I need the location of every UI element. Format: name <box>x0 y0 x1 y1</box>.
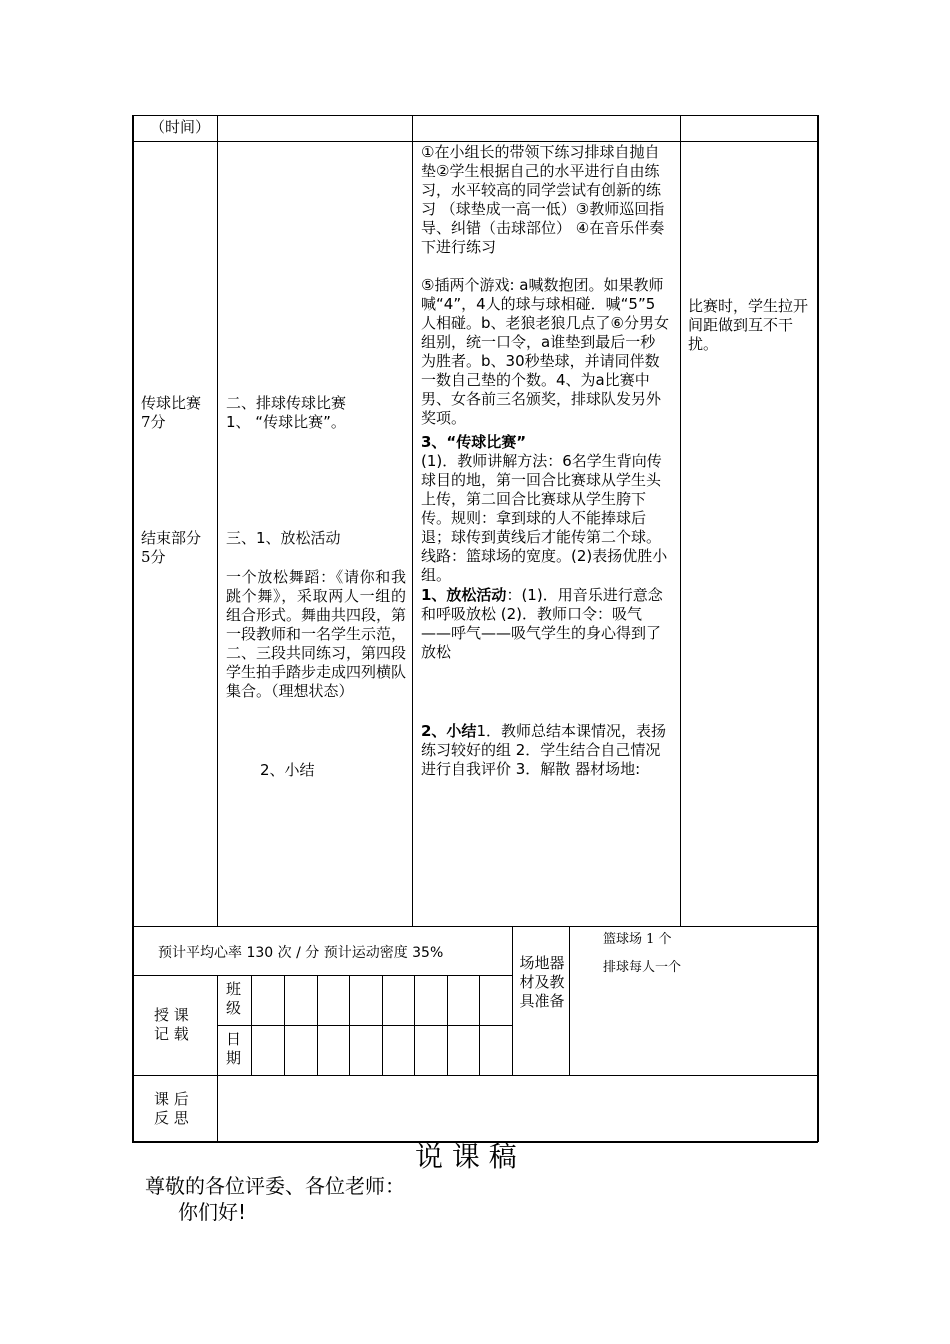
record-grid-line <box>251 975 252 1075</box>
table-left-border <box>132 115 134 1142</box>
record-grid-line <box>414 975 415 1075</box>
greeting: 尊敬的各位评委、各位老师： <box>145 1174 405 1198</box>
col3-divider <box>680 115 681 926</box>
competition-note: 比赛时，学生拉开间距做到互不干扰。 <box>688 297 809 353</box>
header-row-divider <box>132 141 818 142</box>
summary-label: 2、小结 <box>421 722 477 740</box>
games-description: ⑤插两个游戏: a喊数抱团。如果教师喊“4”，4人的球与球相碰．喊“5”5人相碰。b、老狼老狼几点了⑥分男女组别，统一口令，a谁垫到最后一秒为胜者。b、30秒垫球，并请同伴数一数自己垫的个数。4、为a比赛中男、女各前三名颁奖，排球队发另外奖项。 <box>421 276 669 427</box>
summary-text: 1．教师总结本课情况，表扬练习较好的组 2．学生结合自己情况进行自我评价 3．解散 器材场地: <box>421 722 666 778</box>
col2-divider <box>412 115 413 926</box>
record-bottom-divider <box>132 1075 818 1076</box>
record-grid-line <box>447 975 448 1075</box>
record-grid-line <box>317 975 318 1075</box>
relax-activity-text: ：(1)．用音乐进行意念和呼吸放松 (2)．教师口令：吸气——呼气——吸气学生的身心得到了放松 <box>421 586 663 661</box>
pass-competition-method: (1)．教师讲解方法：6名学生背向传球目的地，第一回合比赛球从学生头上传，第二回合比赛球从学生胯下传。规则：拿到球的人不能捧球后退；球传到黄线后才能传第二个球。线路：篮球场的宽度。(2)表扬优胜小组。 <box>421 452 668 584</box>
hello: 你们好! <box>178 1200 247 1224</box>
reflection-divider <box>217 1075 218 1142</box>
pass-section-time: 7分 <box>141 413 166 431</box>
venue-left-divider <box>512 926 513 1075</box>
class-label: 班 级 <box>226 980 242 1017</box>
relax-heading: 三、1、放松活动 <box>226 529 341 547</box>
pass-competition-subheading: 3、“传球比赛” <box>421 433 527 451</box>
end-section-time: 5分 <box>141 548 166 566</box>
relax-description: 一个放松舞蹈：《请你和我跳个舞》，采取两人一组的组合形式。舞曲共四段，第一段教师和一名学生示范，二、三段共同练习，第四段学生拍手踏步走成四列横队集合。（理想状态） <box>226 568 407 700</box>
heart-rate-estimate: 预计平均心率 130 次 / 分 预计运动密度 35% <box>158 945 444 961</box>
record-grid-line <box>349 975 350 1075</box>
col1-divider <box>217 115 218 926</box>
record-grid-line <box>284 975 285 1075</box>
reflection-label: 课 后 反 思 <box>154 1090 189 1127</box>
record-grid-line <box>479 975 480 1075</box>
venue-equipment-label: 场地器材及教具准备 <box>519 954 565 1010</box>
pass-section-title: 传球比赛 <box>141 394 202 412</box>
equipment-volleyballs: 排球每人一个 <box>603 960 682 975</box>
pass-competition-heading: 二、排球传球比赛 <box>226 394 347 412</box>
relax-activity-label: 1、放松活动 <box>421 586 507 604</box>
summary-item: 2、小结 <box>260 761 315 779</box>
class-date-divider <box>217 1025 512 1026</box>
relax-activity-block <box>421 586 669 662</box>
record-grid-line <box>382 975 383 1075</box>
table-top-border <box>132 115 818 116</box>
equipment-basketball-court: 篮球场 1 个 <box>603 932 672 947</box>
pass-competition-item: 1、 “传球比赛”。 <box>226 413 346 431</box>
summary-block <box>421 722 669 779</box>
content-bottom-divider <box>132 926 818 927</box>
end-section-title: 结束部分 <box>141 529 202 547</box>
table-right-border <box>817 115 819 1142</box>
practice-steps: ①在小组长的带领下练习排球自抛自垫②学生根据自己的水平进行自由练习，水平较高的同学尝试有创新的练习 （球垫成一高一低）③教师巡回指导、纠错（击球部位） ④在音乐伴奏下进行练习 <box>421 143 665 256</box>
lecture-title: 说 课 稿 <box>415 1140 517 1173</box>
teaching-record-label: 授 课 记 载 <box>154 1006 189 1043</box>
heart-rate-divider <box>132 975 512 976</box>
date-label: 日 期 <box>226 1030 242 1067</box>
time-header: （时间） <box>150 118 211 136</box>
venue-right-divider <box>569 926 570 1075</box>
record-label-divider <box>217 975 218 1075</box>
